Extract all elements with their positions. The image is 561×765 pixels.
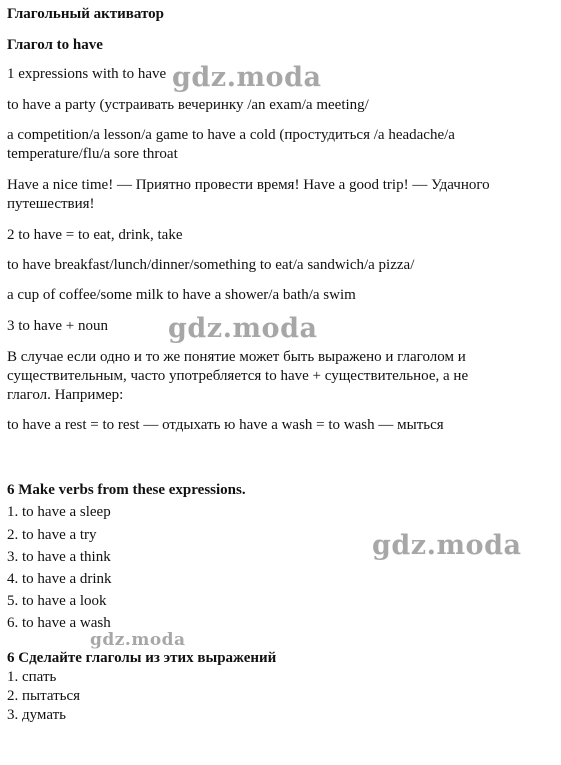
watermark: gdz.moda [172,62,322,93]
document-subtitle: Глагол to have [7,37,103,53]
section1-line: to have a party (устраивать вечеринку /an exam/a meeting/ [7,97,369,113]
section1-line: temperature/flu/a sore throat [7,146,178,162]
exercise6-item: 3. to have a think [7,549,111,565]
exercise6-heading: 6 Make verbs from these expressions. [7,482,246,498]
phrases-line: Have a nice time! — Приятно провести время! Have a good trip! — Удачного [7,177,490,193]
section2-heading: 2 to have = to eat, drink, take [7,227,183,243]
watermark: gdz.moda [372,530,522,561]
section1-line: a competition/a lesson/a game to have a cold (простудиться /a headache/a [7,127,455,143]
section3-line: существительным, часто употребляется to have + существительное, а не [7,368,469,384]
exercise6-ru-item: 2. пытаться [7,688,81,704]
exercise6-item: 4. to have a drink [7,571,112,587]
section3-example: to have a rest = to rest — отдыхать ю have a wash = to wash — мыться [7,417,444,433]
section2-line: to have breakfast/lunch/dinner/something to eat/a sandwich/a pizza/ [7,257,415,273]
exercise6-ru-item: 1. спать [7,669,57,685]
section3-line: глагол. Например: [7,387,124,403]
exercise6-ru-item: 3. думать [7,707,66,723]
watermark: gdz.moda [168,313,318,344]
exercise6-ru-heading: 6 Сделайте глаголы из этих выражений [7,650,277,666]
section3-heading: 3 to have + noun [7,318,108,334]
section1-heading: 1 expressions with to have [7,66,167,82]
phrases-line: путешествия! [7,196,95,212]
exercise6-item: 5. to have a look [7,593,107,609]
section2-line: a cup of coffee/some milk to have a shower/a bath/a swim [7,287,356,303]
exercise6-item: 6. to have a wash [7,615,111,631]
section3-line: В случае если одно и то же понятие может быть выражено и глаголом и [7,349,466,365]
document-title: Глагольный активатор [7,6,164,22]
exercise6-item: 1. to have a sleep [7,504,111,520]
watermark: gdz.moda [90,630,186,650]
exercise6-item: 2. to have a try [7,527,97,543]
